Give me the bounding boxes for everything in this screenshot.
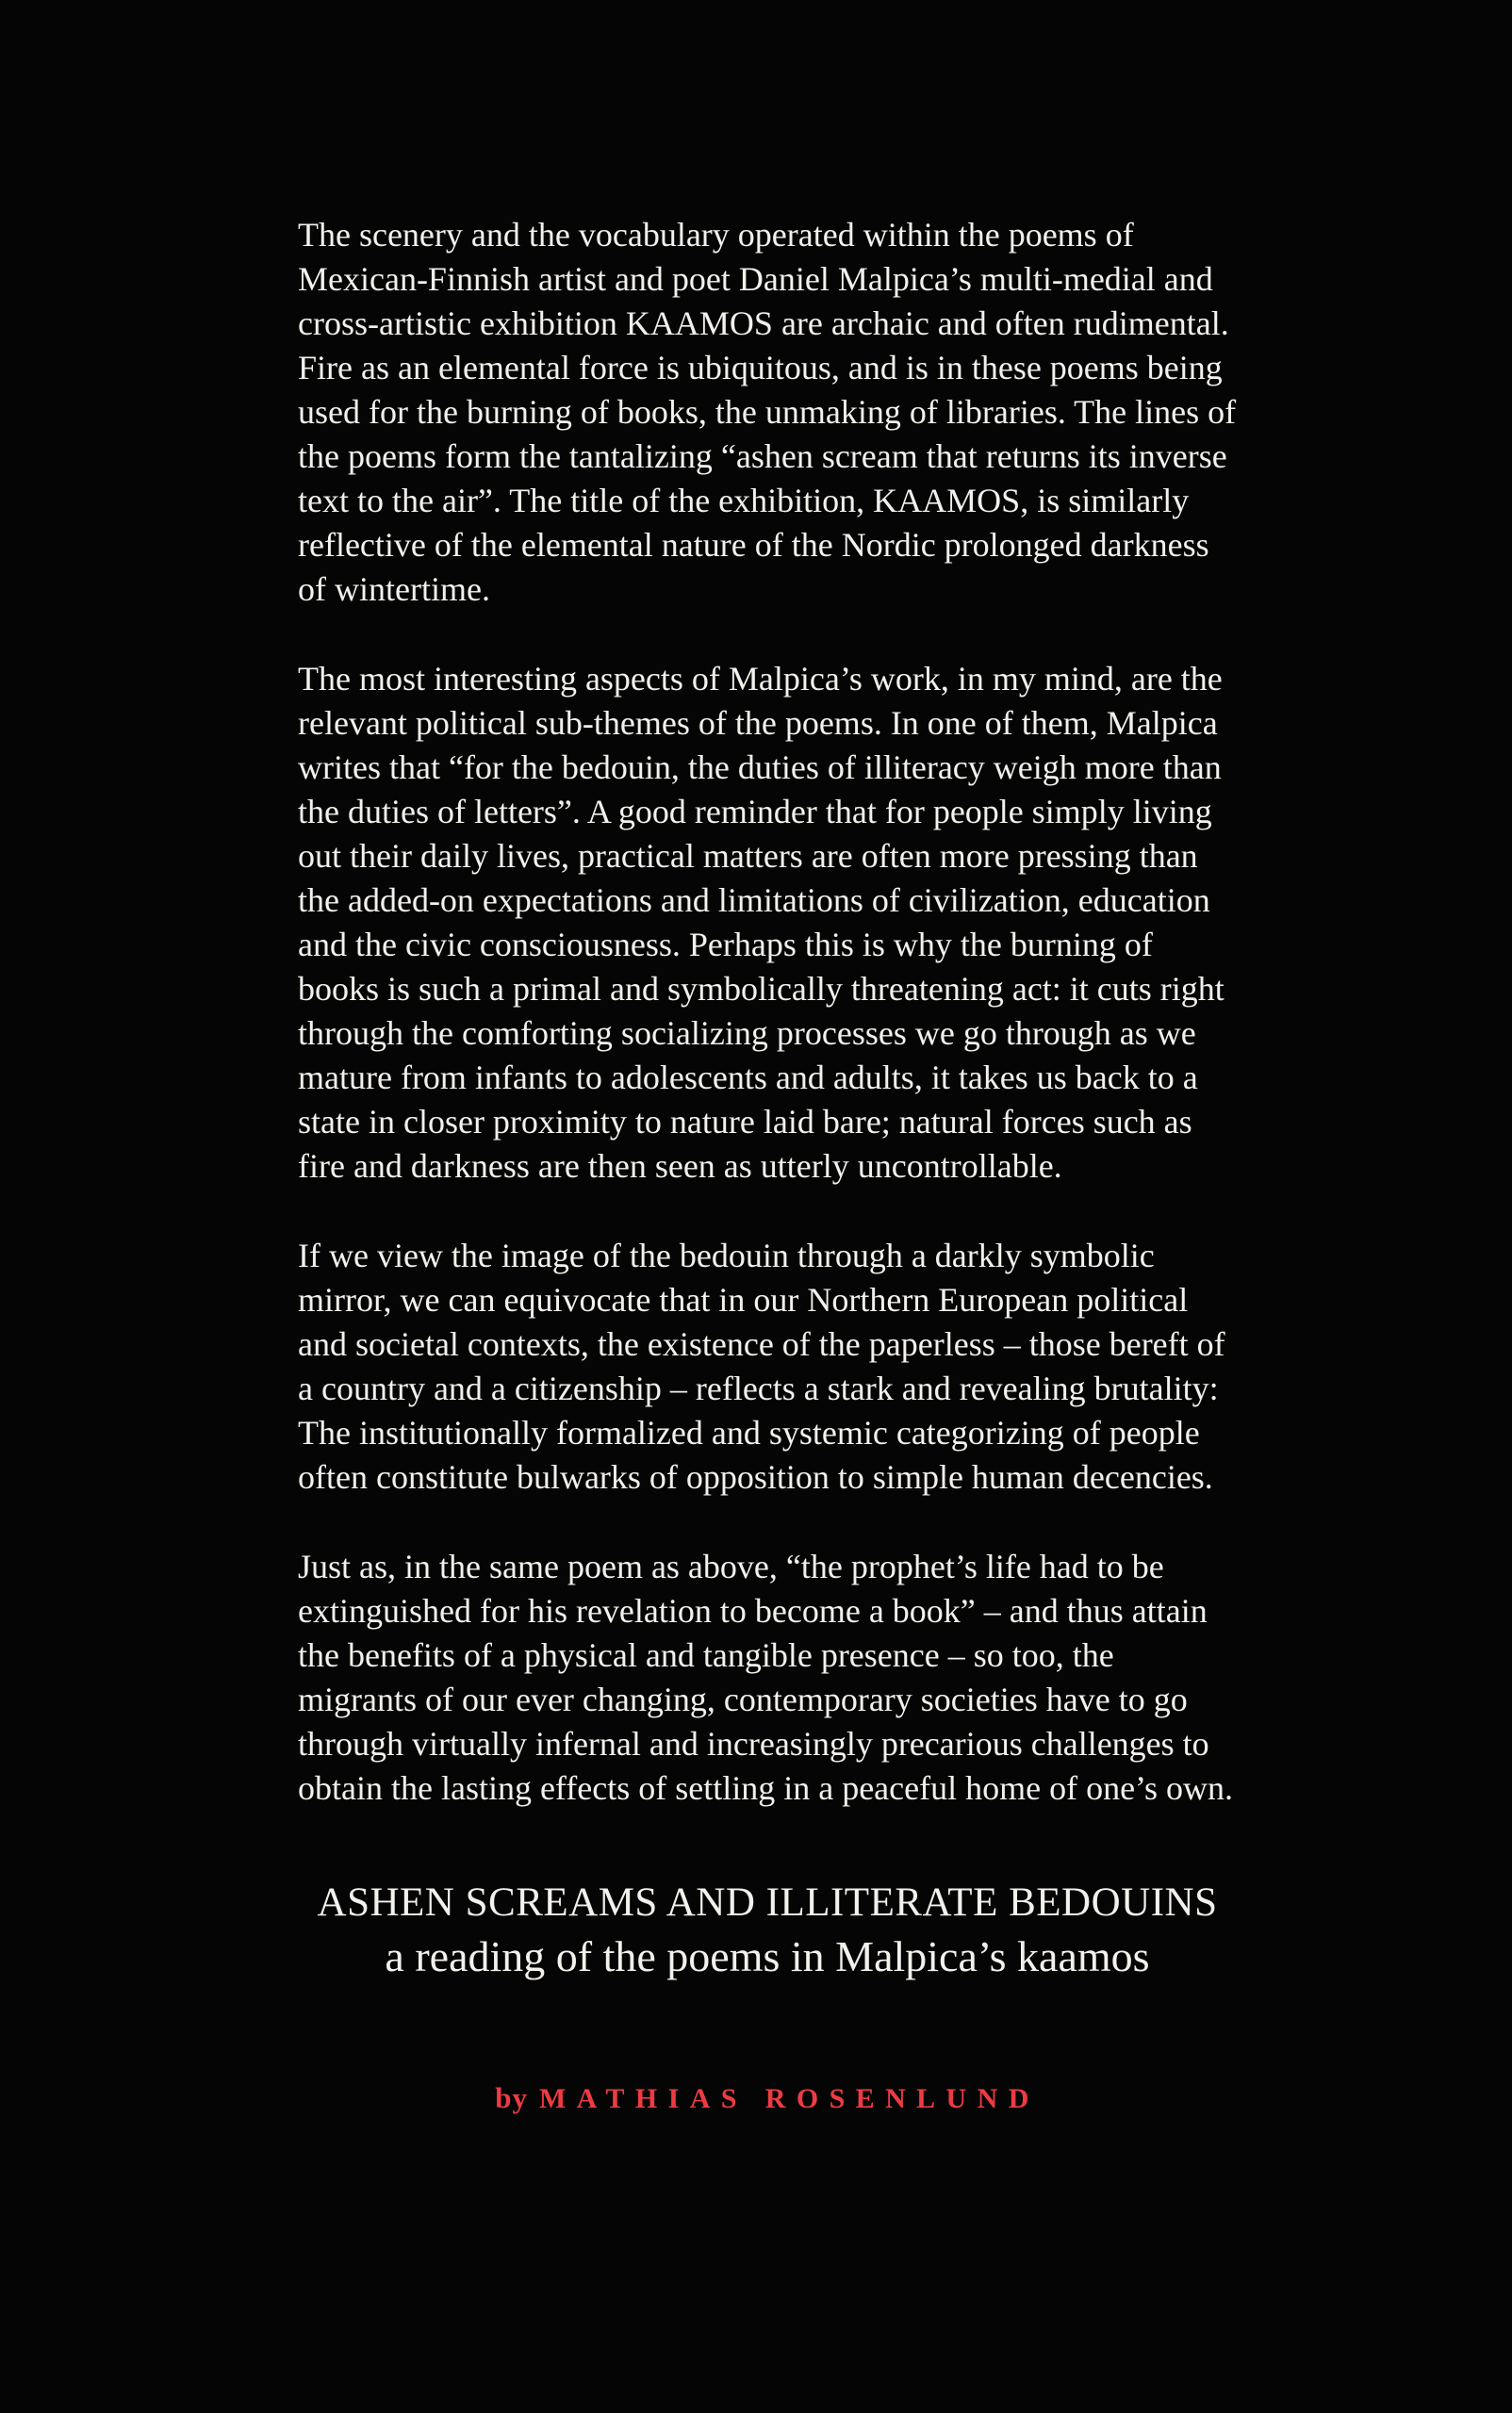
article-byline	[298, 2075, 1237, 2121]
article-title: ASHEN SCREAMS AND ILLITERATE BEDOUINS	[317, 1880, 1218, 1925]
byline-author: MATHIAS ROSENLUND	[538, 2083, 1040, 2114]
article-paragraph: The scenery and the vocabulary operated within the poems of Mexican-Finnish artist and poet Daniel Malpica’s multi-medial and cross-artistic exhibition KAAMOS are archaic and often rudimental. Fire as an elemental force is ubiquitous, and is in these poems being used for the burning of books, the unmaking of libraries. The lines of the poems form the tantalizing “ashen scream that returns its inverse text to the air”. The title of the exhibition, KAAMOS, is similarly reflective of the elemental nature of the Nordic prolonged darkness of wintertime.	[298, 216, 1237, 608]
byline-prefix: by	[495, 2081, 528, 2114]
article-body	[298, 213, 1237, 2121]
article-paragraph: The most interesting aspects of Malpica’s work, in my mind, are the relevant political sub-themes of the poems. In one of them, Malpica writes that “for the bedouin, the duties of illiteracy weigh more than the duties of letters”. A good reminder that for people simply living out their daily lives, practical matters are often more pressing than the added-on expectations and limitations of civilization, education and the civic consciousness. Perhaps this is why the burning of books is such a primal and symbolically threatening act: it cuts right through the comforting socializing processes we go through as we mature from infants to adolescents and adults, it takes us back to a state in closer proximity to nature laid bare; natural forces such as fire and darkness are then seen as utterly uncontrollable.	[298, 660, 1224, 1185]
article-paragraph: Just as, in the same poem as above, “the prophet’s life had to be extinguished for his revelation to become a book” – and thus attain the benefits of a physical and tangible presence – so too, the migrants of our ever changing, contemporary societies have to go through virtually infernal and increasingly precarious challenges to obtain the lasting effects of settling in a peaceful home of one’s own.	[298, 1548, 1234, 1807]
title-block	[298, 1879, 1237, 1982]
article-paragraph: If we view the image of the bedouin through a darkly symbolic mirror, we can equivocate that in our Northern European political and societal contexts, the existence of the paperless – those bereft of a country and a citizenship – reflects a stark and revealing brutality: The institutionally formalized and systemic categorizing of people often constitute bulwarks of opposition to simple human decencies.	[298, 1237, 1225, 1496]
article-subtitle: a reading of the poems in Malpica’s kaamos	[385, 1932, 1150, 1980]
